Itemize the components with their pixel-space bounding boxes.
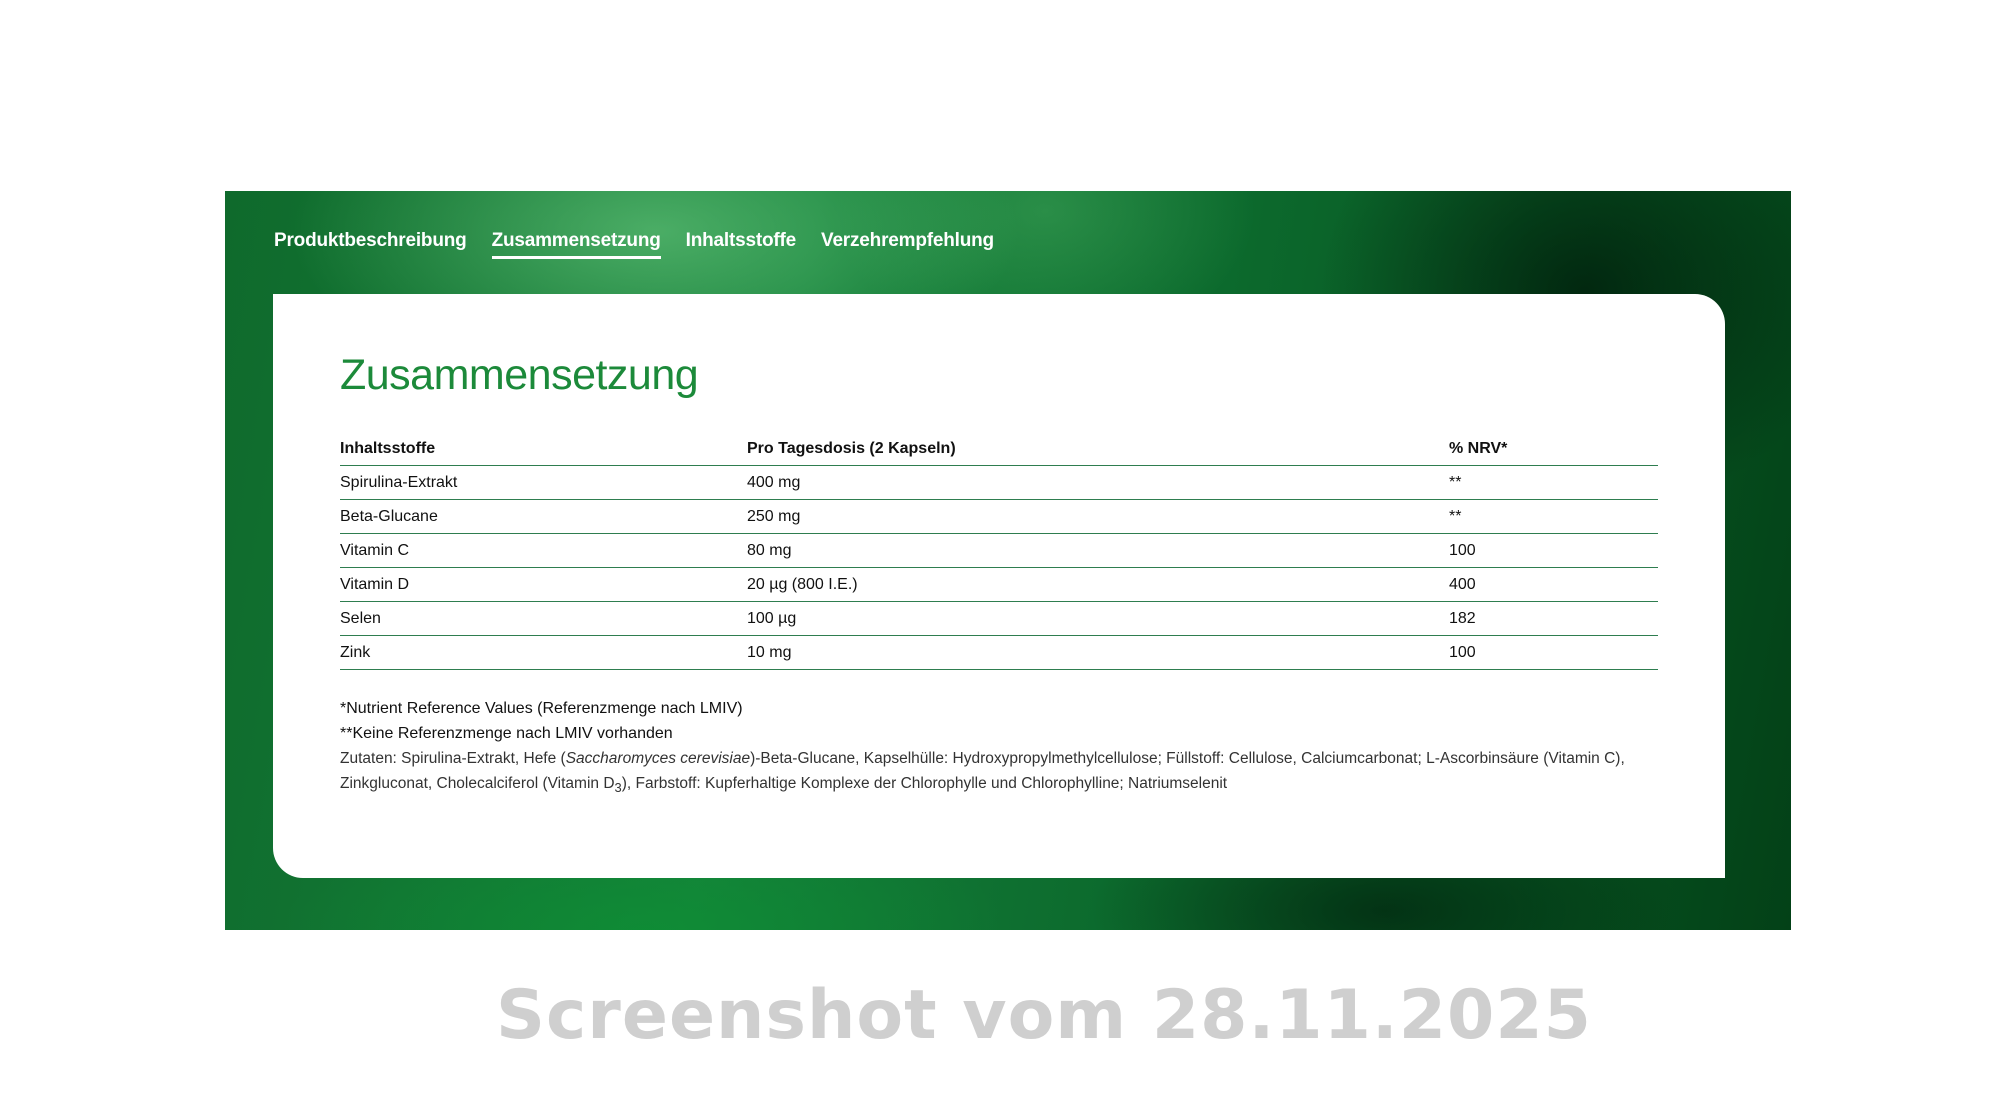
cell-nrv: 100 [1449, 636, 1658, 670]
cell-ingredient: Vitamin C [340, 534, 747, 568]
cell-ingredient: Zink [340, 636, 747, 670]
header-ingredient: Inhaltsstoffe [340, 432, 747, 466]
cell-dose: 250 mg [747, 500, 1449, 534]
header-daily-dose: Pro Tagesdosis (2 Kapseln) [747, 432, 1449, 466]
nrv-footnote: *Nutrient Reference Values (Referenzmenge nach LMIV) [340, 700, 743, 718]
no-reference-footnote: **Keine Referenzmenge nach LMIV vorhanden [340, 725, 673, 743]
table-row [340, 466, 1658, 500]
cell-nrv: 182 [1449, 602, 1658, 636]
footnotes [340, 696, 1658, 800]
composition-table [340, 432, 1658, 670]
tab-bar [274, 231, 994, 259]
table-row [340, 602, 1658, 636]
composition-card [273, 294, 1725, 878]
table-row [340, 636, 1658, 670]
cell-dose: 400 mg [747, 466, 1449, 500]
tab-verzehrempfehlung[interactable]: Verzehrempfehlung [821, 230, 994, 251]
screenshot-date-watermark: Screenshot vom 28.11.2025 [496, 976, 1592, 1055]
cell-dose: 100 µg [747, 602, 1449, 636]
ingredients-text-start: Zutaten: Spirulina-Extrakt, Hefe ( [340, 750, 566, 768]
table-row [340, 500, 1658, 534]
cell-nrv: ** [1449, 466, 1658, 500]
cell-nrv: 400 [1449, 568, 1658, 602]
ingredients-text-middle: )-Beta-Glucane, Kapselhülle: Hydroxypropylmethylcellulose; Füllstoff: Cellulose, Calciumcarbonat; L-Ascorbinsäure (Vitamin C), Zinkgluconat, Cholecalciferol (Vitamin D [340, 750, 1625, 793]
ingredients-text-end: ), Farbstoff: Kupferhaltige Komplexe der Chlorophylle und Chlorophylline; Natriumselenit [621, 775, 1228, 793]
cell-ingredient: Vitamin D [340, 568, 747, 602]
cell-ingredient: Beta-Glucane [340, 500, 747, 534]
cell-ingredient: Spirulina-Extrakt [340, 466, 747, 500]
tab-zusammensetzung[interactable]: Zusammensetzung [492, 231, 661, 259]
section-title: Zusammensetzung [340, 351, 699, 399]
cell-ingredient: Selen [340, 602, 747, 636]
cell-dose: 10 mg [747, 636, 1449, 670]
header-nrv: % NRV* [1449, 432, 1658, 466]
table-header-row [340, 432, 1658, 466]
ingredients-list [340, 746, 1658, 800]
tab-produktbeschreibung[interactable]: Produktbeschreibung [274, 230, 467, 251]
table-row [340, 568, 1658, 602]
cell-dose: 20 µg (800 I.E.) [747, 568, 1449, 602]
cell-nrv: ** [1449, 500, 1658, 534]
cell-dose: 80 mg [747, 534, 1449, 568]
product-tabs-banner [225, 191, 1791, 930]
tab-inhaltsstoffe[interactable]: Inhaltsstoffe [685, 230, 797, 251]
ingredients-subscript: 3 [614, 780, 622, 796]
ingredients-species: Saccharomyces cerevisiae [565, 750, 751, 768]
table-row [340, 534, 1658, 568]
cell-nrv: 100 [1449, 534, 1658, 568]
